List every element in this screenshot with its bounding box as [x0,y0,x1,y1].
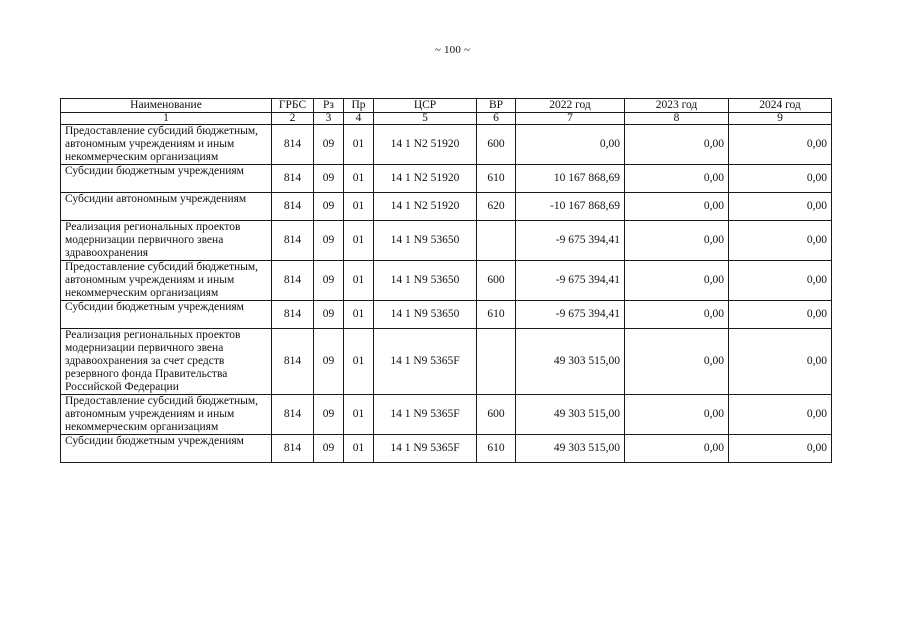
vr-cell: 610 [477,301,516,329]
amount-2024-cell: 0,00 [729,395,832,435]
pr-cell: 01 [344,395,374,435]
column-number: 5 [374,113,477,125]
vr-cell [477,329,516,395]
csr-cell: 14 1 N9 5365F [374,395,477,435]
pr-cell: 01 [344,165,374,193]
csr-cell: 14 1 N9 5365F [374,329,477,395]
vr-cell: 600 [477,395,516,435]
amount-2023-cell: 0,00 [625,125,729,165]
header-cell-2024: 2024 год [729,99,832,113]
pr-cell: 01 [344,435,374,463]
vr-cell: 610 [477,435,516,463]
name-cell: Субсидии бюджетным учреждениям [61,435,272,463]
amount-2022-cell: -9 675 394,41 [516,221,625,261]
pr-cell: 01 [344,261,374,301]
csr-cell: 14 1 N9 5365F [374,435,477,463]
amount-2024-cell: 0,00 [729,261,832,301]
header-cell-grbs: ГРБС [272,99,314,113]
amount-2022-cell: 49 303 515,00 [516,329,625,395]
rz-cell: 09 [314,301,344,329]
header-cell-2022: 2022 год [516,99,625,113]
amount-2022-cell: 10 167 868,69 [516,165,625,193]
column-number: 1 [61,113,272,125]
csr-cell: 14 1 N9 53650 [374,261,477,301]
amount-2023-cell: 0,00 [625,301,729,329]
grbs-cell: 814 [272,435,314,463]
table-row [61,193,832,221]
table-row [61,221,832,261]
page-number: ~ 100 ~ [434,44,471,56]
table-row [61,435,832,463]
grbs-cell: 814 [272,221,314,261]
csr-cell: 14 1 N2 51920 [374,125,477,165]
rz-cell: 09 [314,329,344,395]
amount-2023-cell: 0,00 [625,261,729,301]
table-row [61,329,832,395]
table-row [61,165,832,193]
vr-cell: 600 [477,261,516,301]
csr-cell: 14 1 N2 51920 [374,193,477,221]
amount-2023-cell: 0,00 [625,435,729,463]
grbs-cell: 814 [272,193,314,221]
budget-table [60,98,832,463]
pr-cell: 01 [344,221,374,261]
column-number: 7 [516,113,625,125]
name-cell: Субсидии автономным учреждениям [61,193,272,221]
vr-cell: 610 [477,165,516,193]
rz-cell: 09 [314,125,344,165]
csr-cell: 14 1 N2 51920 [374,165,477,193]
name-cell: Реализация региональных проектов модернизации первичного звена здравоохранения [61,221,272,261]
pr-cell: 01 [344,329,374,395]
column-number: 2 [272,113,314,125]
amount-2023-cell: 0,00 [625,193,729,221]
amount-2024-cell: 0,00 [729,193,832,221]
table-row [61,395,832,435]
column-number: 6 [477,113,516,125]
csr-cell: 14 1 N9 53650 [374,301,477,329]
column-number: 8 [625,113,729,125]
header-cell-rz: Рз [314,99,344,113]
header-cell-pr: Пр [344,99,374,113]
pr-cell: 01 [344,125,374,165]
rz-cell: 09 [314,165,344,193]
amount-2022-cell: 49 303 515,00 [516,435,625,463]
column-number-row [61,113,832,125]
amount-2022-cell: -10 167 868,69 [516,193,625,221]
name-cell: Субсидии бюджетным учреждениям [61,165,272,193]
header-cell-vr: ВР [477,99,516,113]
column-number: 3 [314,113,344,125]
header-cell-csr: ЦСР [374,99,477,113]
amount-2023-cell: 0,00 [625,221,729,261]
column-number: 4 [344,113,374,125]
grbs-cell: 814 [272,165,314,193]
amount-2024-cell: 0,00 [729,221,832,261]
amount-2022-cell: 49 303 515,00 [516,395,625,435]
amount-2023-cell: 0,00 [625,165,729,193]
pr-cell: 01 [344,301,374,329]
amount-2022-cell: -9 675 394,41 [516,261,625,301]
name-cell: Субсидии бюджетным учреждениям [61,301,272,329]
grbs-cell: 814 [272,395,314,435]
amount-2024-cell: 0,00 [729,165,832,193]
rz-cell: 09 [314,261,344,301]
amount-2024-cell: 0,00 [729,435,832,463]
name-cell: Предоставление субсидий бюджетным, автономным учреждениям и иным некоммерческим организациям [61,125,272,165]
grbs-cell: 814 [272,329,314,395]
header-row [61,99,832,113]
amount-2023-cell: 0,00 [625,395,729,435]
csr-cell: 14 1 N9 53650 [374,221,477,261]
table-row [61,301,832,329]
grbs-cell: 814 [272,301,314,329]
amount-2022-cell: -9 675 394,41 [516,301,625,329]
amount-2023-cell: 0,00 [625,329,729,395]
column-number: 9 [729,113,832,125]
rz-cell: 09 [314,435,344,463]
name-cell: Реализация региональных проектов модернизации первичного звена здравоохранения за счет средств резервного фонда Правительства Российской Федерации [61,329,272,395]
vr-cell: 600 [477,125,516,165]
grbs-cell: 814 [272,125,314,165]
amount-2024-cell: 0,00 [729,301,832,329]
name-cell: Предоставление субсидий бюджетным, автономным учреждениям и иным некоммерческим организациям [61,261,272,301]
table-row [61,125,832,165]
rz-cell: 09 [314,395,344,435]
rz-cell: 09 [314,193,344,221]
header-cell-name: Наименование [61,99,272,113]
name-cell: Предоставление субсидий бюджетным, автономным учреждениям и иным некоммерческим организациям [61,395,272,435]
amount-2024-cell: 0,00 [729,329,832,395]
grbs-cell: 814 [272,261,314,301]
vr-cell [477,221,516,261]
header-cell-2023: 2023 год [625,99,729,113]
vr-cell: 620 [477,193,516,221]
table-body [61,125,832,463]
amount-2024-cell: 0,00 [729,125,832,165]
rz-cell: 09 [314,221,344,261]
table-row [61,261,832,301]
pr-cell: 01 [344,193,374,221]
amount-2022-cell: 0,00 [516,125,625,165]
